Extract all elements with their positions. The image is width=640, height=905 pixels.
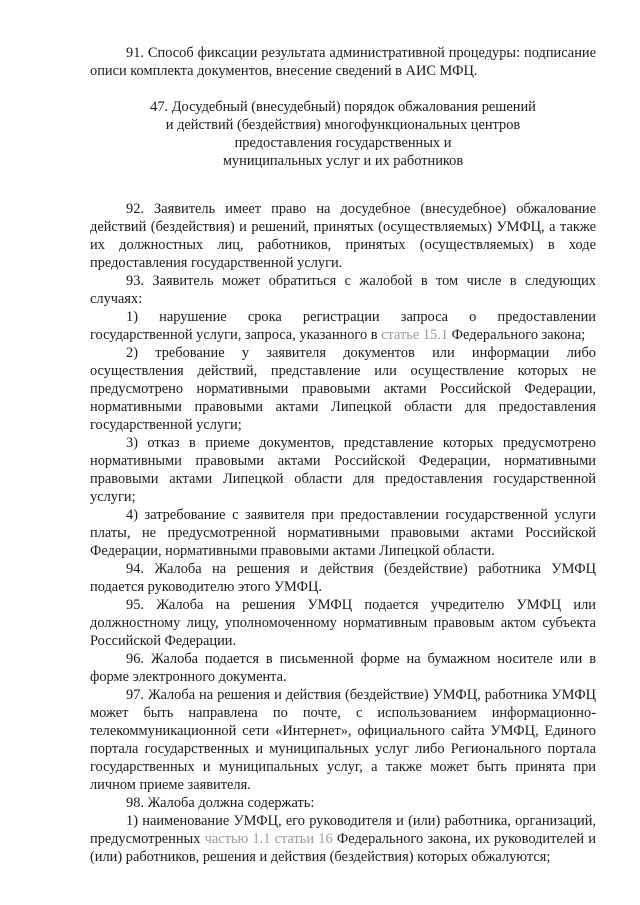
paragraph-98: 98. Жалоба должна содержать: [126,795,315,811]
paragraph-91: 91. Способ фиксации результата административной процедуры: подписание описи комплекта документов, внесение сведений в АИС МФЦ. [90,45,596,79]
paragraph-93: 93. Заявитель может обратиться с жалобой в том числе в следующих случаях: [90,273,596,307]
heading-line: 47. Досудебный (внесудебный) порядок обжалования решений [150,99,536,115]
paragraph-93-item-1 [90,308,596,344]
section-heading-47 [90,98,596,170]
item-text: 1) нарушение срока регистрации запроса о предоставлении государственной услуги, запроса, указанного в [90,309,596,343]
paragraph-93-item-4: 4) затребование с заявителя при предоставлении государственной услуги платы, не предусмотренной нормативными правовыми актами Российской Федерации, нормативными правовыми актами Липецкой области. [90,507,596,559]
paragraph-97: 97. Жалоба на решения и действия (бездействие) УМФЦ, работника УМФЦ может быть направлена по почте, с использованием информационно-телекоммуникационной сети «Интернет», официального сайта УМФЦ, Единого портала государственных и муниципальных услуг либо Регионального портала государственных и муниципальных услуг, а также может быть принята при личном приеме заявителя. [90,687,596,793]
paragraph-94: 94. Жалоба на решения и действия (бездействие) работника УМФЦ подается руководителю этого УМФЦ. [90,561,596,595]
heading-line: муниципальных услуг и их работников [222,153,464,169]
paragraph-93-item-3: 3) отказ в приеме документов, представление которых предусмотрено нормативными правовыми актами Российской Федерации, нормативными правовыми актами Липецкой области для предоставления государственной услуги; [90,435,596,505]
paragraph-98-item-1 [90,812,596,866]
paragraph-93-item-2: 2) требование у заявителя документов или информации либо осуществления действий, представление или осуществление которых не предусмотрено нормативными правовыми актами Российской Федерации, нормативными правовыми актами Липецкой области для предоставления государственной услуги; [90,345,596,433]
paragraph-96: 96. Жалоба подается в письменной форме на бумажном носителе или в форме электронного документа. [90,651,596,685]
heading-line: предоставления государственных и [234,135,452,151]
paragraph-95: 95. Жалоба на решения УМФЦ подается учредителю УМФЦ или должностному лицу, уполномоченному нормативным правовым актом субъекта Российской Федерации. [90,597,596,649]
item-text: 1) наименование УМФЦ, его руководителя и (или) работника, организаций, предусмотренных [90,813,596,847]
paragraph-92: 92. Заявитель имеет право на досудебное (внесудебное) обжалование действий (бездействия) и решений, принятых (осуществляемых) УМФЦ, а также их должностных лиц, работников, принятых (осуществляемых) в ходе предоставления государственной услуги. [90,201,596,271]
item-text: Федерального закона; [448,327,586,343]
law-reference-link[interactable]: частью 1.1 статьи 16 [204,831,333,847]
law-reference-link[interactable]: статье 15.1 [381,327,449,343]
item-text: Федерального закона, их руководителей и (или) работников, решения и действия (бездействия) которых обжалуются; [90,831,596,865]
heading-line: и действий (бездействия) многофункциональных центров [165,117,521,133]
